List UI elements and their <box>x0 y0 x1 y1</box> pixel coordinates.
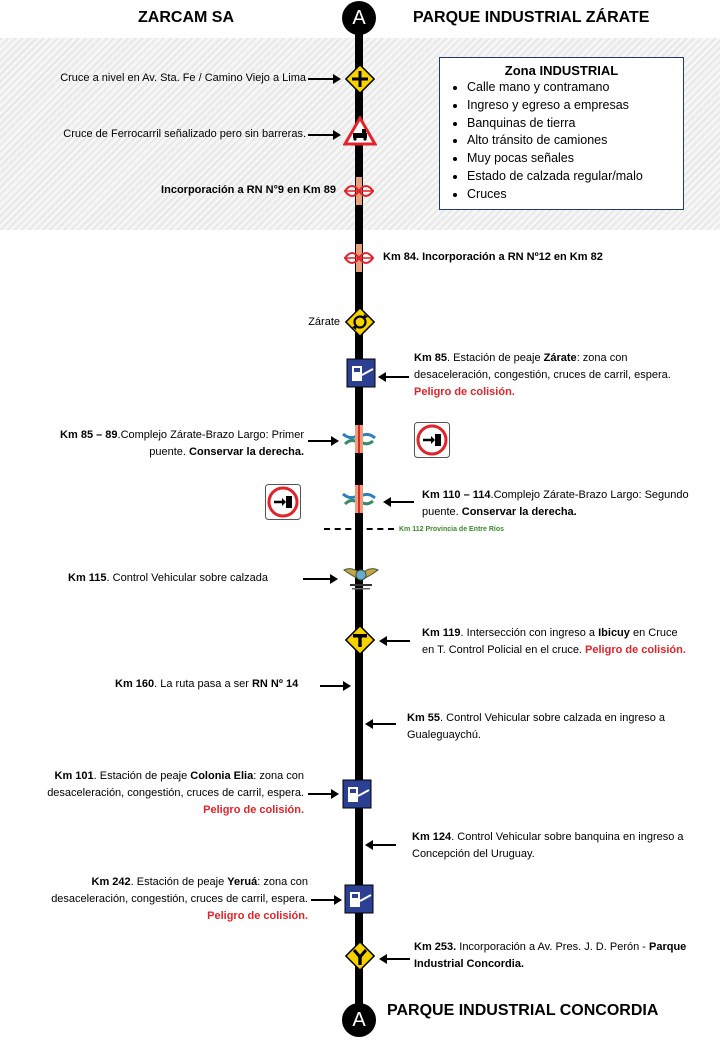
roundabout-sign-icon <box>344 306 376 338</box>
event-text: . Estación de peaje <box>447 352 544 364</box>
event-railway-crossing: Cruce de Ferrocarril señalizado pero sin barreras. <box>63 128 306 140</box>
start-marker: A <box>342 1 376 35</box>
destination-title: PARQUE INDUSTRIAL CONCORDIA <box>387 1002 659 1019</box>
event-second-bridge <box>422 487 716 521</box>
arrow <box>308 134 334 136</box>
km-label: Km 55 <box>407 712 441 724</box>
collision-warning: Peligro de colisión. <box>414 386 515 398</box>
zone-item: • Estado de calzada regular/malo <box>467 168 683 186</box>
arrow <box>303 578 331 580</box>
event-text: . La ruta pasa a ser <box>154 678 252 690</box>
event-rn14 <box>115 676 335 693</box>
event-text: . Control Vehicular sobre calzada <box>106 572 268 584</box>
collision-warning: Peligro de colisión. <box>585 644 686 656</box>
arrow <box>372 723 396 725</box>
interchange-icon <box>343 243 375 273</box>
toll-booth-icon <box>342 779 372 809</box>
zone-item: • Cruces <box>467 186 683 204</box>
km-label: Km 85 <box>414 352 448 364</box>
km-label: Km 101 <box>54 770 94 782</box>
event-vehicle-control-115 <box>68 570 308 587</box>
event-text: puente. <box>422 506 462 518</box>
place-name: Colonia Elia <box>190 770 254 782</box>
zone-box-title: Zona INDUSTRIAL <box>504 63 619 78</box>
bridge-icon <box>341 424 377 454</box>
arrow <box>308 793 332 795</box>
collision-warning: Peligro de colisión. <box>207 910 308 922</box>
km-label: Km 242 <box>91 876 131 888</box>
toll-booth-icon <box>344 884 374 914</box>
km-label: Km 119 <box>422 627 461 639</box>
event-text: Incorporación a Av. Pres. J. D. Perón - <box>456 941 649 953</box>
arrow <box>385 376 409 378</box>
event-vehicle-control-gualeguaychu <box>407 710 707 744</box>
route-line <box>355 18 363 1023</box>
toll-booth-icon <box>346 358 376 388</box>
place-name: Zárate <box>543 352 577 364</box>
event-level-crossing: Cruce a nivel en Av. Sta. Fe / Camino Viejo a Lima <box>60 72 306 84</box>
event-text: puente. <box>149 446 190 458</box>
event-text: desaceleración, congestión, cruces de carril, espera. <box>51 893 308 905</box>
event-text: desaceleración, congestión, cruces de carril, espera. <box>414 369 671 381</box>
interchange-icon <box>343 176 375 206</box>
event-text: en T. Control Policial en el cruce. <box>422 644 586 656</box>
km-label: Km 85 – 89 <box>60 429 118 441</box>
event-toll-colonia-elia <box>10 768 304 819</box>
place-name: Ibicuy <box>598 627 630 639</box>
place-name: Industrial Concordia. <box>414 958 525 970</box>
event-text: : zona con <box>576 352 628 364</box>
collision-warning: Peligro de colisión. <box>203 804 304 816</box>
event-vehicle-control-concepcion <box>412 829 714 863</box>
zone-item: • Ingreso y egreso a empresas <box>467 97 683 115</box>
zone-item: • Calle mano y contramano <box>467 79 683 97</box>
keep-right-sign-icon <box>265 484 301 520</box>
arrow <box>320 685 344 687</box>
zone-item: • Banquinas de tierra <box>467 115 683 133</box>
km-label: Km 124 <box>412 831 452 843</box>
place-name: Parque <box>649 941 687 953</box>
arrow <box>386 640 410 642</box>
keep-right-instruction: Conservar la derecha. <box>461 506 577 518</box>
event-text: en Cruce <box>629 627 678 639</box>
event-text: . Control Vehicular sobre calzada en ingreso a <box>440 712 666 724</box>
bridge-icon <box>341 484 377 514</box>
event-text: . Estación de peaje <box>93 770 191 782</box>
route-name: RN Nº 14 <box>251 678 299 690</box>
origin-title: ZARCAM SA <box>138 9 234 26</box>
zone-item: • Alto tránsito de camiones <box>467 132 683 150</box>
police-emblem-icon <box>340 562 382 594</box>
event-rn9-entry: Incorporación a RN N°9 en Km 89 <box>161 184 336 196</box>
event-text: . Estación de peaje <box>130 876 228 888</box>
arrow <box>390 501 414 503</box>
event-toll-zarate <box>414 350 714 401</box>
province-border-line <box>324 528 394 530</box>
arrow <box>308 78 334 80</box>
km-label: Km 115 <box>68 572 107 584</box>
origin-park-title: PARQUE INDUSTRIAL ZÁRATE <box>413 9 650 26</box>
t-junction-sign-icon <box>344 624 376 656</box>
event-text: desaceleración, congestión, cruces de carril, espera. <box>47 787 304 799</box>
arrow <box>308 440 332 442</box>
zone-item: • Muy pocas señales <box>467 150 683 168</box>
railway-warning-icon <box>343 116 377 146</box>
place-name: Yeruá <box>227 876 258 888</box>
event-concordia-entry <box>414 939 714 973</box>
event-ibicuy-junction <box>422 625 716 659</box>
arrow <box>386 958 410 960</box>
keep-right-instruction: Conservar la derecha. <box>189 446 304 458</box>
province-border-label: Km 112 Provincia de Entre Ríos <box>399 526 505 533</box>
event-text: . Control Vehicular sobre banquina en ingreso a <box>451 831 684 843</box>
event-text: .Complejo Zárate-Brazo Largo: Segundo <box>490 489 689 501</box>
event-text: . Intersección con ingreso a <box>460 627 599 639</box>
event-text: Gualeguaychú. <box>407 729 481 741</box>
end-marker: A <box>342 1003 376 1037</box>
crossroad-sign-icon <box>344 63 376 95</box>
event-text: : zona con <box>253 770 304 782</box>
event-text: Concepción del Uruguay. <box>412 848 535 860</box>
industrial-zone-box <box>439 57 684 210</box>
km-label: Km 110 – 114 <box>422 489 491 501</box>
event-text: : zona con <box>257 876 308 888</box>
km-label: Km 160 <box>115 678 155 690</box>
y-junction-sign-icon <box>344 940 376 972</box>
event-rn12-entry: Km 84. Incorporación a RN Nº12 en Km 82 <box>383 251 603 263</box>
event-toll-yerua <box>10 874 308 925</box>
event-text: .Complejo Zárate-Brazo Largo: Primer <box>117 429 304 441</box>
event-zarate-roundabout: Zárate <box>308 316 340 328</box>
zone-box-list <box>440 79 683 204</box>
arrow <box>311 899 335 901</box>
keep-right-sign-icon <box>414 422 450 458</box>
arrow <box>372 844 396 846</box>
km-label: Km 253. <box>414 941 457 953</box>
event-first-bridge <box>10 427 304 461</box>
